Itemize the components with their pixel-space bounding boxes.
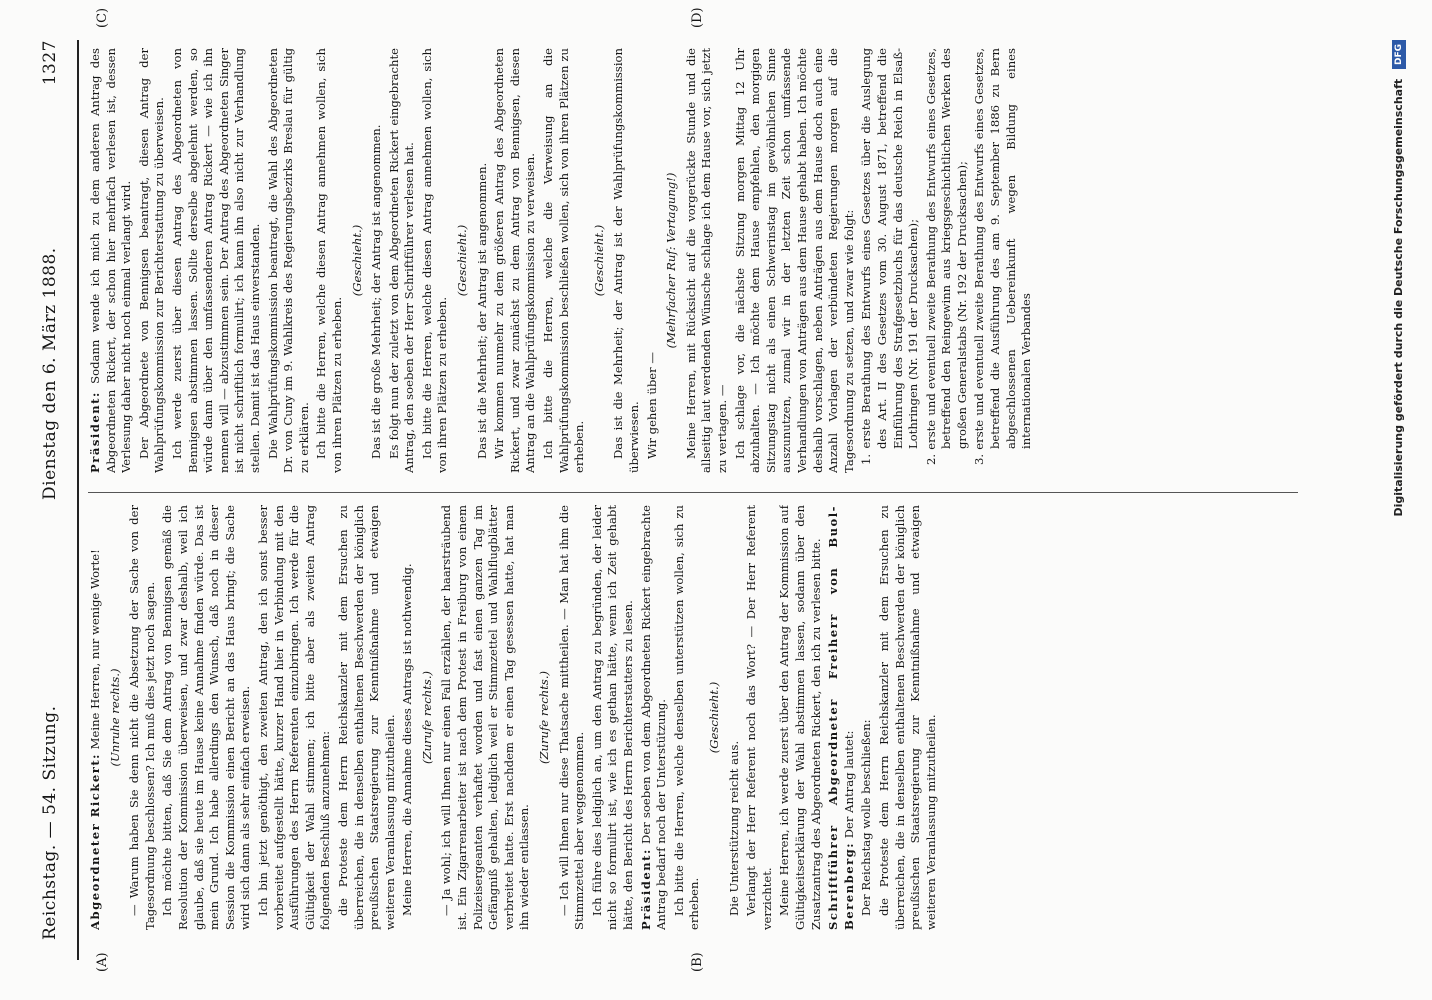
header-date: Dienstag den 6. März 1888.: [40, 247, 60, 500]
paragraph: [684, 48, 731, 473]
paragraph-text: die Proteste dem Herrn Reichskanzler mit dem Ersuchen zu überreichen, die in denselben enthaltenen Beschwerden der königlich preußischen Staatsregierung zur Kenntnißnahme und etwaigen weiteren Veranlassung mitzutheilen.: [876, 505, 938, 930]
page-number: 1327: [40, 40, 60, 86]
paragraph: [645, 48, 661, 473]
paragraph: [859, 505, 875, 930]
paragraph: [88, 48, 135, 473]
paragraph-text: Das ist die Mehrheit; der Antrag ist angenommen.: [474, 162, 489, 459]
paragraph: [439, 505, 533, 930]
paragraph-text: Die Unterstützung reicht aus.: [726, 740, 741, 916]
dfg-logo: DFG: [1392, 40, 1406, 69]
interjection: (Mehrfacher Ruf: Vertagung!): [664, 172, 679, 349]
paragraph-text: Sodann wende ich mich zu dem anderen Antrag des Abgeordneten Rickert, der schon hier mehrfach verlesen ist, dessen Verlesung daher nicht noch einmal verlangt wird.: [88, 48, 134, 473]
paragraph: [826, 505, 857, 930]
paragraph-text: Der Antrag lautet:: [841, 730, 856, 842]
interjection: (Zurufe rechts.): [419, 670, 434, 765]
paragraph-text: — Ich will Ihnen nur diese Thatsache mittheilen. — Man hat ihm die Stimmzettel aber weggenommen.: [556, 505, 587, 930]
paragraph-text: Das ist die große Mehrheit; der Antrag ist angenommen.: [369, 124, 384, 459]
paragraph-text: Der Abgeordnete von Bennigsen beantragt, diesen Antrag der Wahlprüfungskommission zur Berichterstattung zu überweisen.: [136, 48, 167, 473]
paragraph-text: Verlangt der Herr Referent noch das Wort? — Der Herr Referent verzichtet.: [744, 505, 774, 930]
credit-text: Digitalisierung gefördert durch die Deutsche Forschungsgemeinschaft: [1392, 78, 1405, 517]
right-column: [88, 48, 1308, 473]
speaker-name: Präsident:: [638, 848, 653, 930]
speaker-name: Präsident:: [88, 391, 102, 473]
interjection: (Geschieht.): [349, 224, 364, 297]
paragraph: [541, 48, 588, 473]
agenda-item: 1. erste Berathung des Entwurfs eines Gesetzes über die Auslegung des Art. II des Gesetzes vom 30. August 1871, betreffend die Einführung des Strafgesetzbuchs für das deutsche Reich in Elsaß-Lothringen (Nr. 191 der Drucksachen);: [859, 48, 921, 465]
paragraph-text: Die Wahlprüfungskommission beantragt, die Wahl des Abgeordneten Dr. von Cuny im 9. Wahlkreis des Regierungsbezirks Breslau für gültig zu erklären.: [265, 48, 311, 473]
paragraph-text: Meine Herren, nur wenige Worte!: [88, 549, 102, 754]
paragraph-text: Ich bin jetzt genöthigt, den zweiten Antrag, den ich sonst besser vorbereitet aufgestellt hätte, kurzer Hand hier in Verbindung mit den Ausführungen des Herrn Referenten einzubringen. Ich werde für die Gültigkeit der Wahl stimmen; ich bitte aber als zweiten Antrag folgenden Beschluß anzunehmen:: [255, 505, 333, 930]
margin-marker-b: (B): [690, 952, 705, 972]
paragraph: [672, 505, 703, 930]
paragraph: [492, 48, 539, 473]
paragraph: [170, 48, 264, 473]
paragraph: [557, 505, 588, 930]
paragraph-text: Ich schlage vor, die nächste Sitzung morgen Mittag 12 Uhr abzuhalten. — Ich möchte dem Hause empfehlen, den morgigen Sitzungstag nicht als einen Schwerinstag im gewöhnlichen Sinne auszunutzen, zumal wir in der letzten Zeit schon umfassende Verhandlungen von Anträgen aus dem Hause gehabt haben. Ich möchte deshalb vorschlagen, neben Anträgen aus dem Hause doch auch eine Anzahl Vorlagen der verbündeten Regierungen morgen auf die Tagesordnung zu setzen, und zwar wie folgt:: [732, 48, 856, 473]
paragraph-text: Meine Herren, mit Rücksicht auf die vorgerückte Stunde und die allseitig laut werdenden Wünsche schlage ich dem Hause vor, sich jetzt zu vertagen. —: [683, 48, 729, 473]
paragraph-text: Meine Herren, die Annahme dieses Antrags ist nothwendig.: [400, 563, 415, 916]
paragraph-text: Ich werde zuerst über diesen Antrag des Abgeordneten von Bennigsen abstimmen lassen. Sollte derselbe abgelehnt werden, so würde dann über den umfassenderen Antrag Rickert — wie ich ihn nennen will — abzustimmen sein. Der Antrag des Abgeordneten Singer ist nicht schriftlich formulirt; ich kann ihn also nicht zur Verhandlung stellen. Damit ist das Haus einverstanden.: [169, 48, 262, 473]
interjection: (Geschieht.): [455, 224, 470, 297]
agenda-item: 2. erste und eventuell zweite Berathung des Entwurfs eines Gesetzes, betreffend den Reingewinn aus kriegsgeschichtlichen Werken des großen Generalstabs (Nr. 192 der Drucksachen);: [923, 48, 969, 465]
paragraph-text: Ich führe dies lediglich an, um den Antrag zu begründen, der leider nicht so formulirt ist, wie ich es gethan hätte, wenn ich Zeit gehabt hätte, den Bericht des Herrn Berichterstatters zu lesen.: [589, 505, 635, 930]
paragraph-text: Der soeben von dem Abgeordneten Rickert eingebrachte Antrag bedarf noch der Unterstützung.: [638, 505, 669, 930]
paragraph: [256, 505, 334, 930]
paragraph: [314, 48, 345, 473]
paragraph-text: — Ja wohl; ich will Ihnen nur einen Fall erzählen, der haarsträubend ist. Ein Zigarrenarbeiter ist nach dem Protest in Freiburg von einem Polizeisergeanten verhaftet worden und fast einen ganzen Tag im Gefängniß gehalten, lediglich weil er Stimmzettel und Wahlflugblätter verbreitet hatte. Erst nachdem er einen Tag gesessen hatte, hat man ihn wieder entlassen.: [439, 505, 532, 930]
paragraph-text: Ich bitte die Herren, welche die Verweisung an die Wahlprüfungskommission beschließen wollen, sich von ihren Plätzen zu erheben.: [541, 48, 587, 473]
paragraph: [127, 505, 158, 930]
paragraph-text: Das ist die Mehrheit; der Antrag ist der Wahlprüfungskommission überwiesen.: [611, 48, 641, 473]
paragraph: [475, 48, 491, 473]
paragraph: [727, 505, 743, 930]
paragraph: [336, 505, 398, 930]
digitization-credit: [1392, 40, 1406, 960]
paragraph: [877, 505, 939, 930]
paragraph: [639, 505, 670, 930]
paragraph-text: die Proteste dem Herrn Reichskanzler mit dem Ersuchen zu überreichen, die in denselben enthaltenen Beschwerden der königlich preußischen Staatsregierung zur Kenntnißnahme und etwaigen weiteren Veranlassung mitzutheilen.: [335, 505, 397, 930]
paragraph-text: Meine Herren, ich werde zuerst über den Antrag der Kommission auf Gültigkeitserklärung der Wahl abstimmen lassen, sodann über den Zusatzantrag des Abgeordneten Rickert, den ich zu verlesen bitte.: [777, 505, 823, 930]
paragraph: [590, 505, 637, 930]
paragraph: [420, 48, 451, 473]
interjection: (Geschieht.): [706, 681, 721, 754]
margin-marker-d: (D): [690, 7, 705, 28]
margin-marker-a: (A): [95, 952, 110, 972]
paragraph-text: Ich bitte die Herren, welche denselben unterstützen wollen, sich zu erheben.: [671, 505, 702, 930]
paragraph: [266, 48, 313, 473]
paragraph-text: Wir kommen nunmehr zu dem größeren Antrag des Abgeordneten Rickert, und zwar zunächst zu dem Antrag von Bennigsen, diesen Antrag an die Wahlprüfungskommission zu verweisen.: [492, 48, 538, 473]
column-divider: [88, 492, 1298, 493]
paragraph: [744, 505, 775, 930]
paragraph: [137, 48, 168, 473]
paragraph: [400, 505, 416, 930]
header-session: Reichstag. — 54. Sitzung.: [40, 705, 60, 940]
paragraph: [369, 48, 385, 473]
paragraph: [160, 505, 254, 930]
paragraph: [88, 505, 104, 930]
speaker-name: Abgeordneter Rickert:: [88, 753, 102, 930]
speaker-name: Schriftführer Abgeordneter Freiherr von Buol-Berenberg:: [826, 505, 856, 930]
paragraph-text: Der Reichstag wolle beschließen:: [859, 719, 874, 916]
paragraph: [733, 48, 858, 473]
paragraph-text: Wir gehen über —: [644, 352, 659, 459]
paragraph-text: Ich bitte die Herren, welche diesen Antrag annehmen wollen, sich von ihren Plätzen zu erheben.: [419, 48, 450, 473]
paragraph-text: Es folgt nun der zuletzt von dem Abgeordneten Rickert eingebrachte Antrag, den soeben der Herr Schriftführer verlesen hat.: [386, 48, 417, 473]
agenda-item: 3. erste und eventuell zweite Berathung des Entwurfs eines Gesetzes, betreffend die Ausführung des am 9. September 1886 zu Bern abgeschlossenen Uebereinkunft wegen Bildung eines internationalen Verbandes: [972, 48, 1034, 465]
paragraph: [611, 48, 642, 473]
paragraph-text: Ich möchte bitten, daß Sie dem Antrag von Bennigsen gemäß die Resolution der Kommission überweisen, und zwar deshalb, weil ich glaube, daß sie heute im Hause keine Annahme finden würde. Das ist mein Grund. Ich habe allerdings den Wunsch, daß noch in dieser Session die Kommission einen Bericht an das Haus bringt; die Sache wird sich dann als sehr einfach erweisen.: [160, 505, 253, 930]
paragraph: [777, 505, 824, 930]
paragraph-text: Ich bitte die Herren, welche diesen Antrag annehmen wollen, sich von ihren Plätzen zu erheben.: [314, 48, 344, 473]
margin-marker-c: (C): [95, 7, 110, 28]
paragraph-text: — Warum haben Sie denn nicht die Absetzung der Sache von der Tagesordnung beschlossen? Ich muß dies jetzt noch sagen.: [127, 505, 157, 930]
interjection: (Geschieht.): [591, 224, 606, 297]
left-column: [88, 505, 1308, 930]
header-rule: [77, 40, 79, 960]
interjection: (Unruhe rechts.): [107, 668, 122, 767]
paragraph: [387, 48, 418, 473]
interjection: (Zurufe rechts.): [537, 670, 552, 765]
page-header: [30, 40, 70, 960]
